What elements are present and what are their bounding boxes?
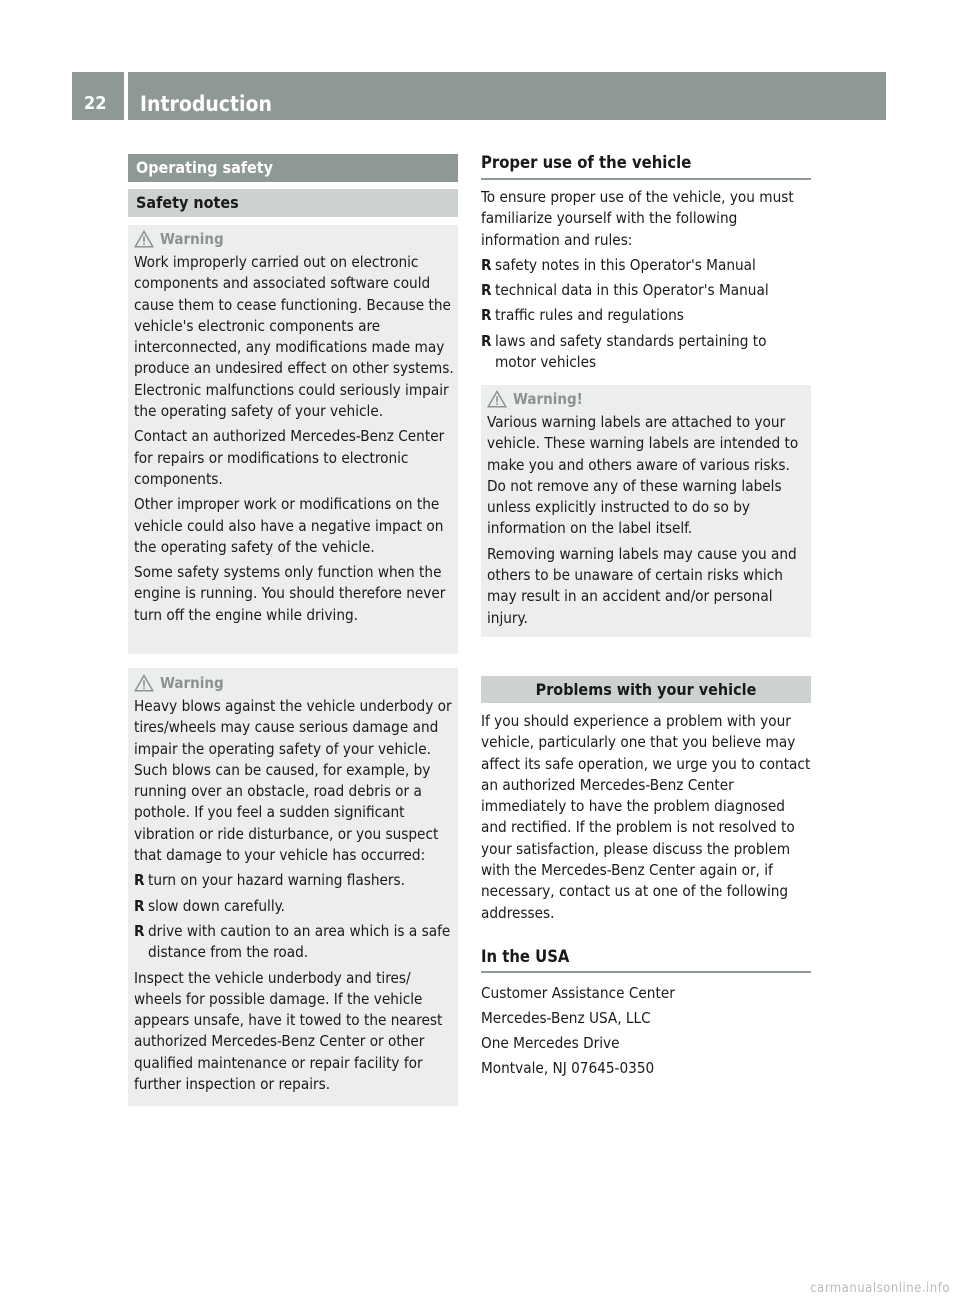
heading-rule [481,178,811,180]
list-item: R turn on your hazard warning flashers. [134,870,454,891]
paragraph: Removing warning labels may cause you and others to be unaware of certain risks which may result in an accident and/or personal injury. [487,544,797,627]
bullet-mark: R [481,281,492,300]
address-line: Customer Assistance Center [481,984,675,1002]
paragraph: Contact an authorized Mercedes-Benz Center for repairs or modifications to electronic components. [134,427,445,488]
subsection-band-safety-notes: Safety notes [128,189,458,217]
warning-content-labels [487,390,807,633]
list-item: R slow down carefully. [134,896,454,917]
paragraph: Heavy blows against the vehicle underbody or tires/wheels may cause serious damage and impair the operating safety of your vehicle. Such blows can be caused, for example, by running over an obstacle, road debris or a pothole. If you feel a sudden significant vibration or ride disturbance, or you suspect that damage to your vehicle has occurred: [134,697,452,865]
warning-heading [134,230,454,248]
bullet-mark: R [481,306,492,325]
section-band-problems: Problems with your vehicle [481,676,811,703]
warning-content-electronics [134,230,454,630]
paragraph: Various warning labels are attached to your vehicle. These warning labels are intended to make you and others aware of various risks. Do not remove any of these warning labels unless explicitly instructed to do so by information on the label itself. [487,413,799,538]
paragraph: Work improperly carried out on electronic components and associated software could cause them to cease functioning. Because the vehicle's electronic components are interconnected, any modifications made may produce an undesired effect on other systems. Electronic malfunctions could seriously impair the operating safety of your vehicle. [134,253,454,421]
bullet-mark: R [481,331,492,350]
list-item: R technical data in this Operator's Manual [481,280,811,301]
chapter-title: Introduction [140,92,272,116]
list-item: R laws and safety standards pertaining to motor vehicles [481,331,767,372]
bullet-mark: R [134,921,145,940]
page-number: 22 [84,93,107,114]
warning-title: Warning [160,230,224,248]
list-item: R safety notes in this Operator's Manual [481,255,811,276]
bullet-mark: R [481,255,492,274]
list-item: R traffic rules and regulations [481,305,811,326]
warning-triangle-icon [134,230,154,248]
bullet-mark: R [134,896,145,915]
warning-title: Warning [160,674,224,692]
usa-address [481,981,811,1081]
warning-triangle-icon [487,390,507,408]
warning-title: Warning! [513,390,583,408]
warning-triangle-icon [134,674,154,692]
watermark-text: carmanualsonline.info [810,1281,950,1296]
address-line: Mercedes-Benz USA, LLC [481,1009,651,1027]
paragraph: Some safety systems only function when the engine is running. You should therefore never turn off the engine while driving. [134,563,446,624]
heading-rule [481,971,811,973]
paragraph: Other improper work or modifications on the vehicle could also have a negative impact on the operating safety of the vehicle. [134,495,444,556]
bullet-mark: R [134,871,145,890]
paragraph: If you should experience a problem with your vehicle, particularly one that you believe may affect its safe operation, we urge you to contact an authorized Mercedes-Benz Center immediately to have the problem diagnosed and rectified. If the problem is not resolved to your satisfaction, please discuss the problem with the Mercedes-Benz Center again or, if necessary, contact us at one of the following addresses. [481,712,811,922]
list-item: R drive with caution to an area which is a safe distance from the road. [134,921,451,962]
address-line: One Mercedes Drive [481,1034,620,1052]
warning-content-underbody [134,674,454,1099]
address-line: Montvale, NJ 07645-0350 [481,1059,655,1077]
problems-body [481,711,811,928]
warning-heading [134,674,454,692]
heading-proper-use: Proper use of the vehicle [481,153,692,172]
heading-in-the-usa: In the USA [481,947,570,966]
paragraph: To ensure proper use of the vehicle, you must familiarize yourself with the following information and rules: [481,188,794,249]
paragraph: Inspect the vehicle underbody and tires/ wheels for possible damage. If the vehicle appears unsafe, have it towed to the nearest authorized Mercedes-Benz Center or other qualified maintenance or repair facility for further inspection or repairs. [134,968,443,1094]
section-band-operating-safety: Operating safety [128,154,458,182]
proper-use-body [481,187,811,377]
warning-heading [487,390,807,408]
